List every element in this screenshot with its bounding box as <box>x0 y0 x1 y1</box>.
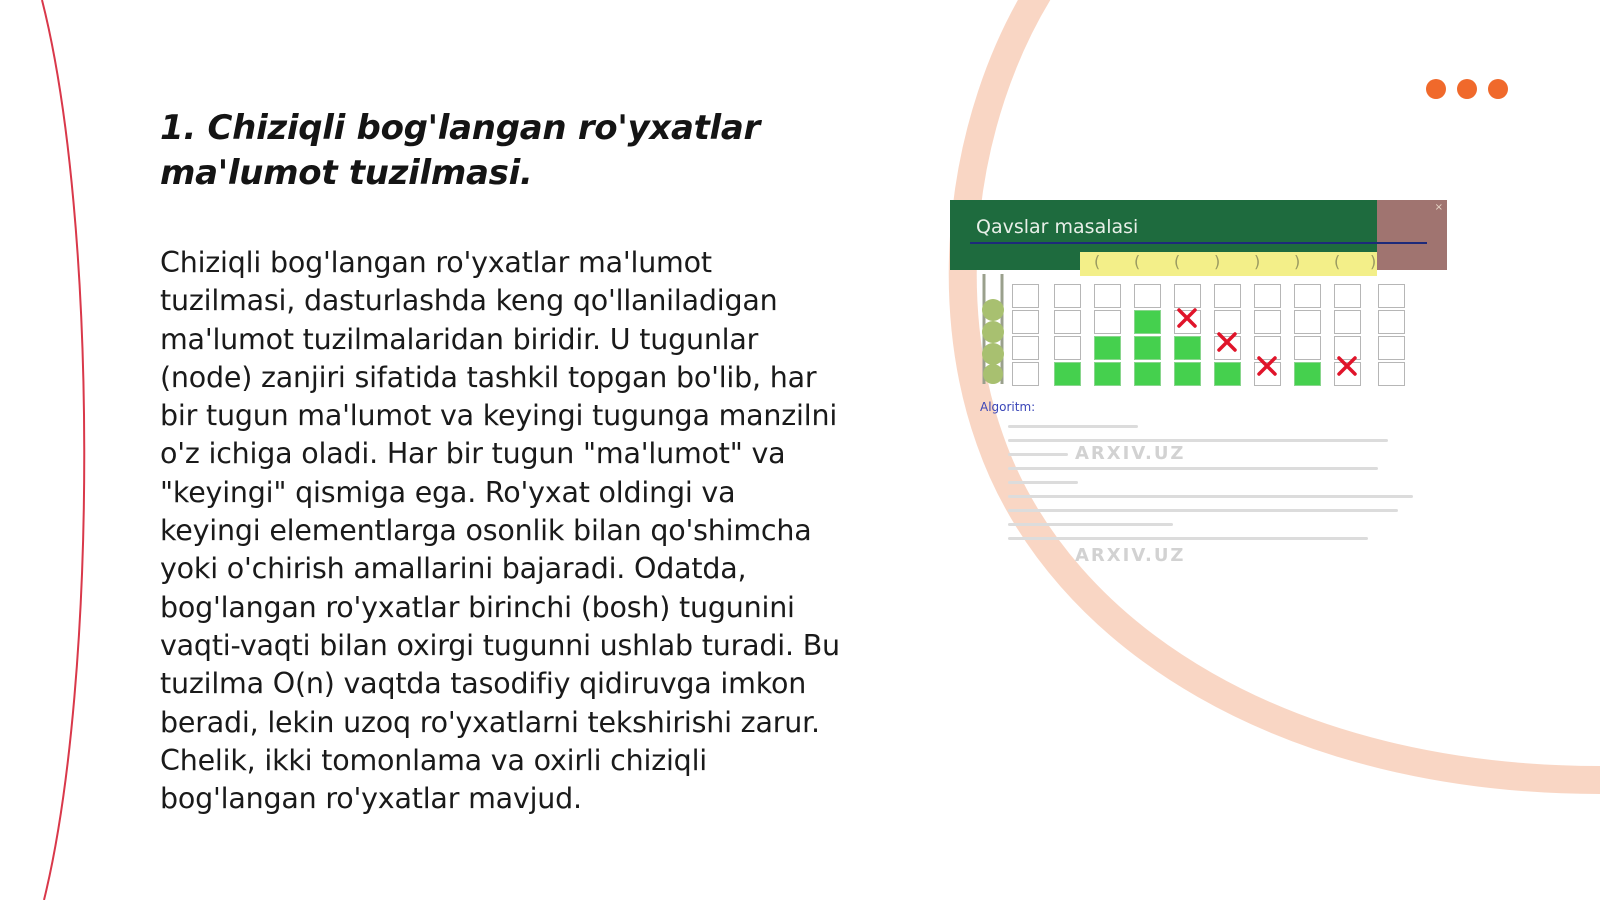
stack-cell <box>1254 284 1281 308</box>
stack-cell <box>1334 310 1361 334</box>
bracket: ) <box>1294 252 1301 271</box>
stack-cell <box>1378 310 1405 334</box>
stack-cell <box>1054 284 1081 308</box>
stack-cell <box>1294 284 1321 308</box>
stack-cell <box>1294 336 1321 360</box>
algorithm-block <box>980 400 1430 540</box>
algorithm-step-faded <box>1008 537 1368 540</box>
bracket-sequence-strip <box>1080 252 1377 276</box>
x-mark-icon <box>1335 354 1359 378</box>
stack-cell <box>1094 310 1121 334</box>
stack-cell <box>1214 284 1241 308</box>
stack-cell-filled <box>1134 336 1161 360</box>
left-border-curve <box>42 0 84 900</box>
algorithm-step-faded <box>1008 425 1138 428</box>
stack-cell <box>1134 284 1161 308</box>
stack-cell <box>1294 310 1321 334</box>
stack-cell-filled <box>1134 362 1161 386</box>
algorithm-step-faded <box>1008 495 1413 498</box>
stack-cell <box>1334 284 1361 308</box>
dot <box>1426 79 1446 99</box>
stack-cell <box>1094 284 1121 308</box>
stack-cell <box>1174 284 1201 308</box>
stack-column <box>1174 284 1201 388</box>
x-mark-icon <box>1255 354 1279 378</box>
stack-cell-filled <box>1094 362 1121 386</box>
stack-cell <box>1054 310 1081 334</box>
stack-cell <box>1378 336 1405 360</box>
stack-cell <box>1254 310 1281 334</box>
algorithm-step-faded <box>1008 509 1398 512</box>
algorithm-step-faded <box>1008 439 1388 442</box>
dot <box>1457 79 1477 99</box>
watermark: ARXIV.UZ <box>1075 545 1186 566</box>
figure-title-underline <box>970 242 1427 244</box>
close-icon: × <box>1434 202 1443 213</box>
watermark: ARXIV.UZ <box>1075 443 1186 464</box>
stack-cell-filled <box>1094 336 1121 360</box>
algorithm-step-faded <box>1008 523 1173 526</box>
bracket: ( <box>1174 252 1181 271</box>
stack-cell <box>1012 310 1039 334</box>
figure-side-panel <box>1377 200 1447 270</box>
x-mark-icon <box>1215 330 1239 354</box>
algorithm-step-faded <box>1008 481 1078 484</box>
bracket: ( <box>1094 252 1101 271</box>
slide-title: 1. Chiziqli bog'langan ro'yxatlar ma'lumot tuzilmasi. <box>160 108 761 193</box>
dot <box>1488 79 1508 99</box>
stack-cell-filled <box>1134 310 1161 334</box>
slide-body-text: Chiziqli bog'langan ro'yxatlar ma'lumot tuzilmasi, dasturlashda keng qo'llaniladigan ma'lumot tuzilmalaridan biridir. U tugunlar (node) zanjiri sifatida tashkil topgan bo'lib, har bir tugun ma'lumot va keyingi tugunga manzilni o'z ichiga oladi. Har bir tugun "ma'lumot" va "keyingi" qismiga ega. Ro'yxat oldingi va keyingi elementlarga osonlik bilan qo'shimcha yoki o'chirish amallarini bajaradi. Odatda, bog'langan ro'yxatlar birinchi (bosh) tugunini vaqti-vaqti bilan oxirgi tugunni ushlab turadi. Bu tuzilma O(n) vaqtda tasodifiy qidiruvga imkon beradi, lekin uzoq ro'yxatlarni tekshirishi zarur. Chelik, ikki tomonlama va oxirli chiziqli bog'langan ro'yxatlar mavjud. <box>160 246 840 816</box>
algorithm-step-faded <box>1008 453 1068 456</box>
stack-cell-filled <box>1294 362 1321 386</box>
stack-column <box>1294 284 1321 388</box>
stack-column <box>1054 284 1081 388</box>
bracket: ) <box>1254 252 1261 271</box>
bracket: ) <box>1214 252 1221 271</box>
stack-cell <box>1012 284 1039 308</box>
x-mark-icon <box>1175 306 1199 330</box>
stack-cell <box>1054 336 1081 360</box>
algorithm-title: Algoritm: <box>980 400 1036 414</box>
bracket: ( <box>1134 252 1141 271</box>
stack-column <box>1012 284 1039 388</box>
bracket: ) <box>1370 252 1377 271</box>
stack-column <box>1134 284 1161 388</box>
stack-column <box>1378 284 1405 388</box>
stack-cell-filled <box>1054 362 1081 386</box>
stack-cell <box>1378 284 1405 308</box>
stack-column <box>1094 284 1121 388</box>
stack-cell <box>1378 362 1405 386</box>
stack-cell <box>1012 362 1039 386</box>
stack-cell-filled <box>1174 362 1201 386</box>
algorithm-step-faded <box>1008 467 1378 470</box>
bracket-problem-figure <box>950 200 1450 580</box>
dots-menu-icon <box>1426 79 1508 99</box>
stack-cell-filled <box>1174 336 1201 360</box>
bead-stack-graphic <box>978 274 1008 386</box>
stack-cell <box>1012 336 1039 360</box>
figure-title: Qavslar masalasi <box>976 216 1139 238</box>
stack-cell-filled <box>1214 362 1241 386</box>
bracket: ( <box>1334 252 1341 271</box>
